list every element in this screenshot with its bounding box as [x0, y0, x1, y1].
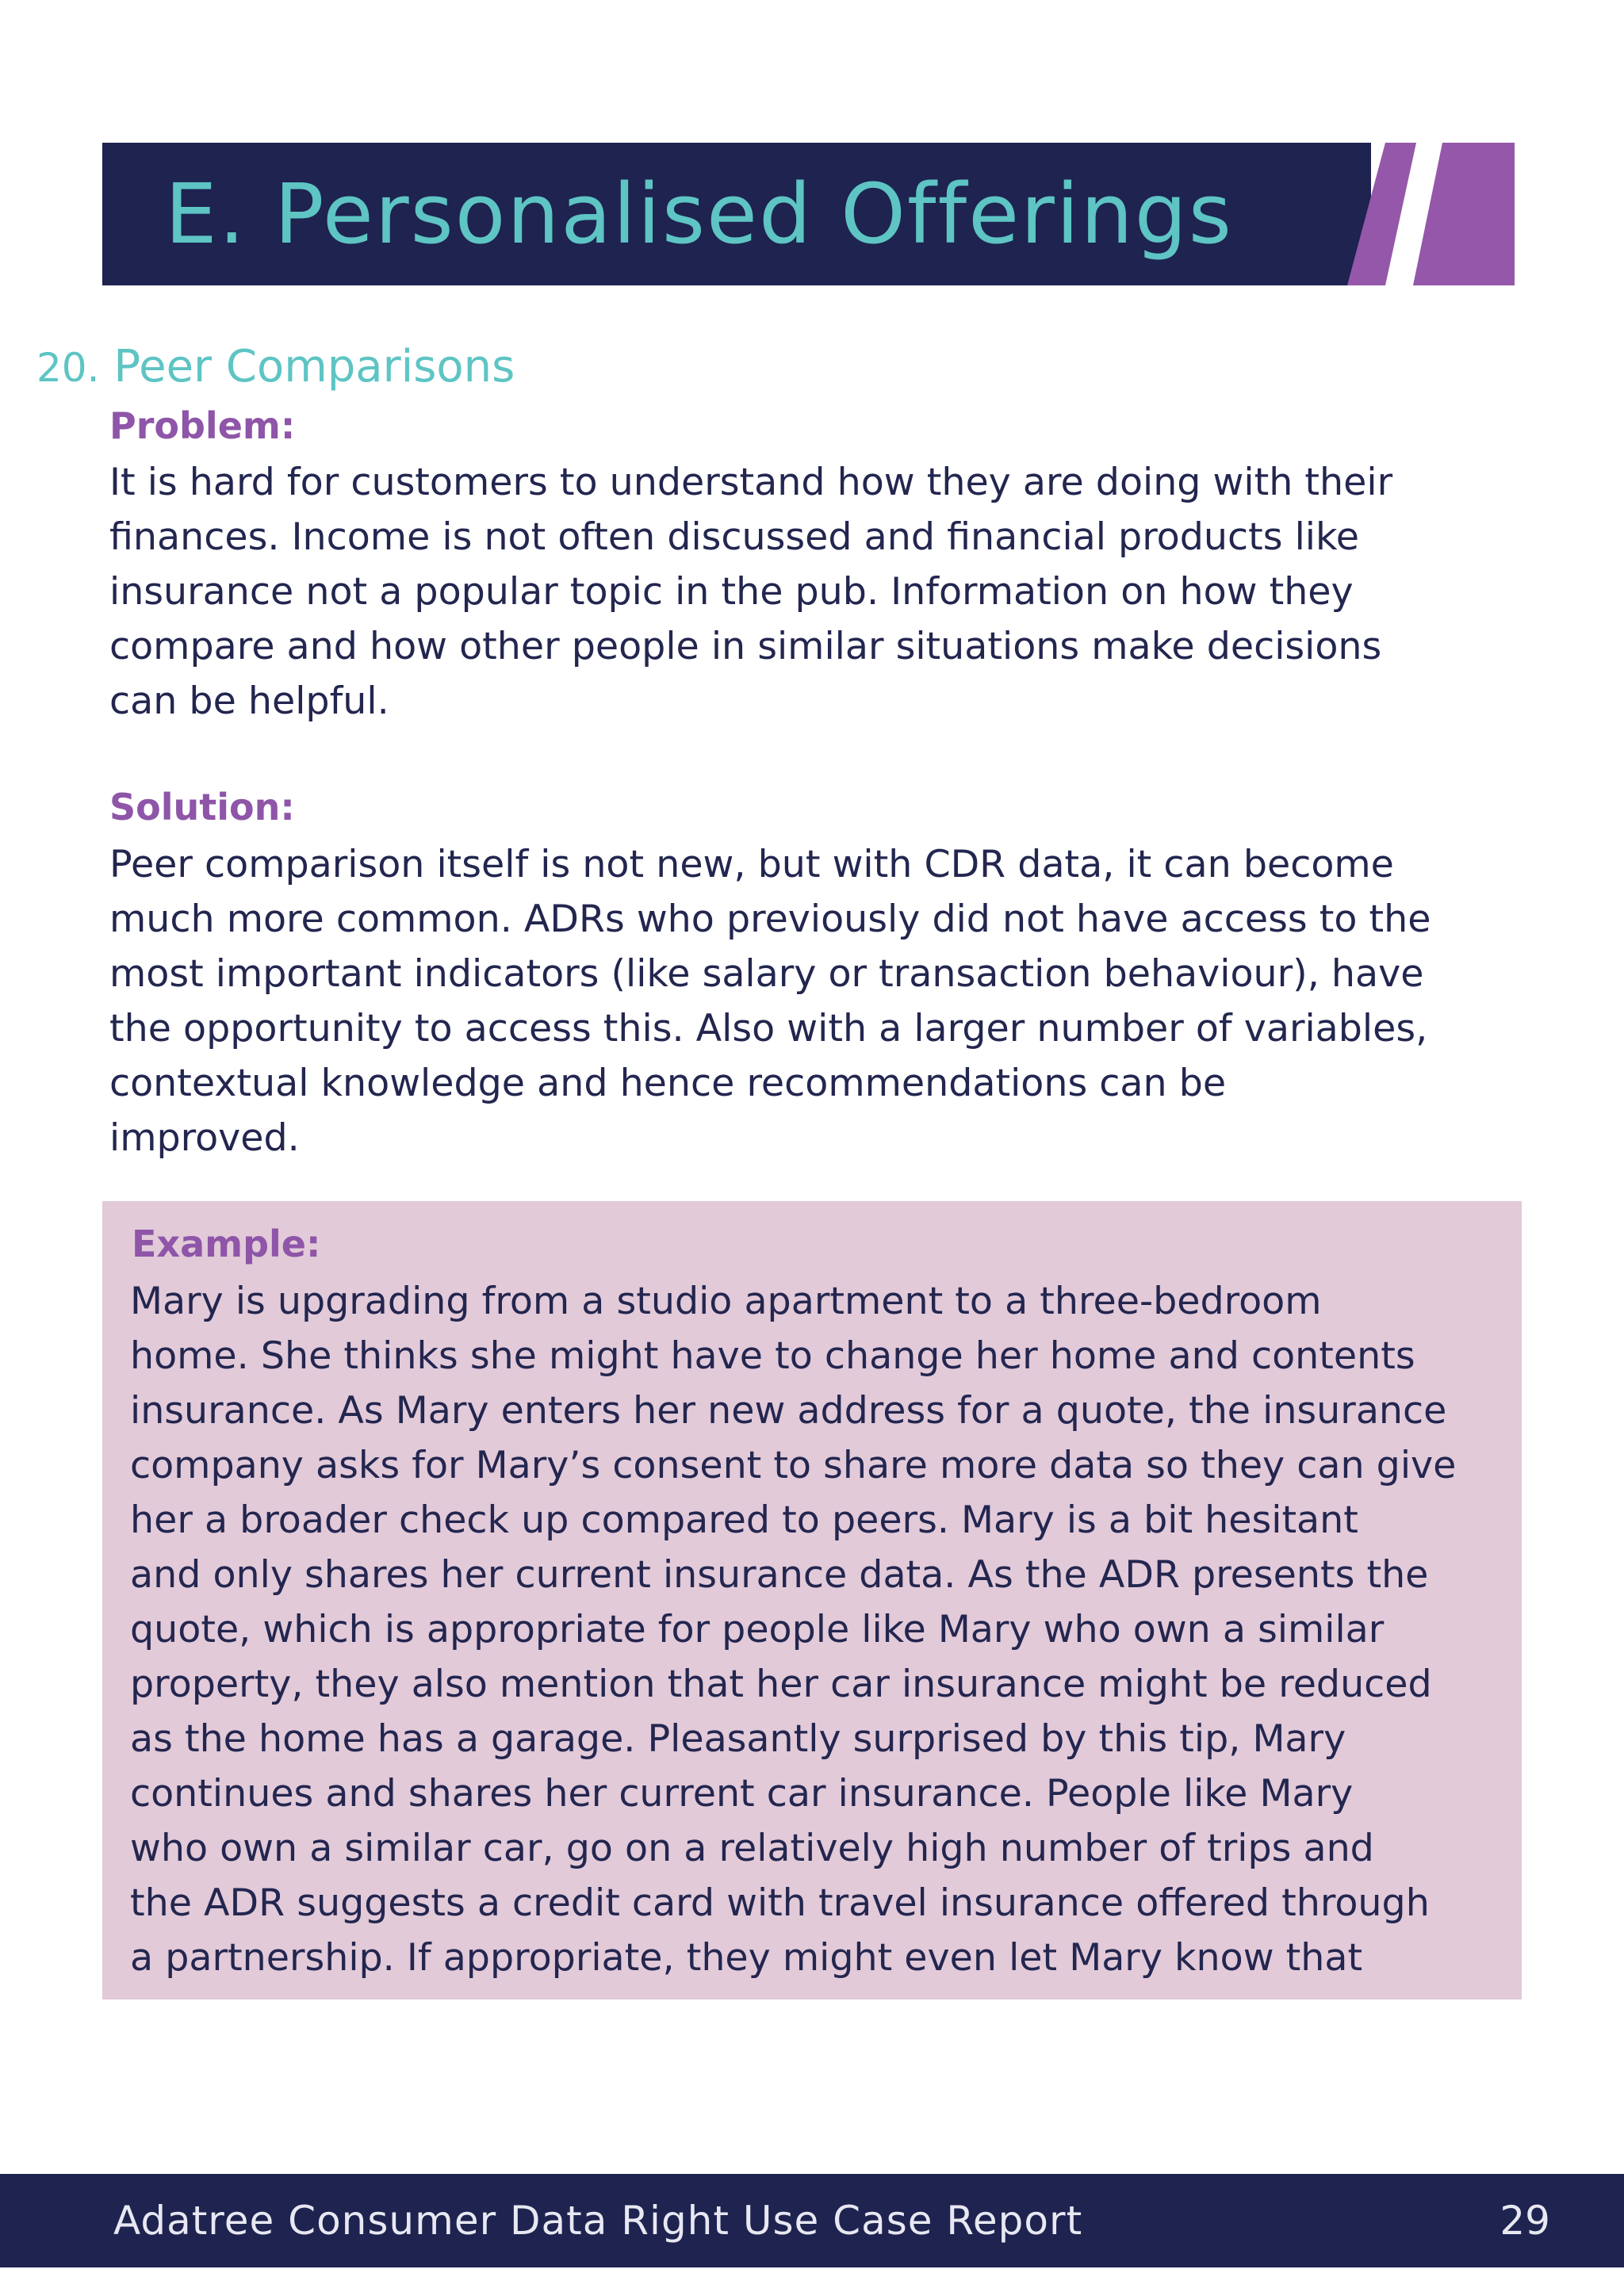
- solution-line: the opportunity to access this. Also with a larger number of variables,: [109, 1007, 1428, 1050]
- problem-line: finances. Income is not often discussed and financial products like: [109, 515, 1360, 559]
- example-line: insurance. As Mary enters her new address for a quote, the insurance: [130, 1389, 1447, 1433]
- problem-line: can be helpful.: [109, 679, 389, 723]
- solution-line: much more common. ADRs who previously did not have access to the: [109, 897, 1431, 941]
- page-title: E. Personalised Offerings: [165, 166, 1233, 262]
- solution-paragraph: [109, 837, 1537, 1165]
- example-line: continues and shares her current car insurance. People like Mary: [130, 1772, 1354, 1816]
- example-line: the ADR suggests a credit card with travel insurance offered through: [130, 1881, 1430, 1925]
- header-stripes-decoration: [1332, 143, 1515, 285]
- solution-line: Peer comparison itself is not new, but with CDR data, it can become: [109, 843, 1394, 886]
- problem-line: compare and how other people in similar situations make decisions: [109, 625, 1382, 668]
- example-paragraph: [130, 1274, 1518, 1985]
- section-number: 20.: [36, 345, 100, 391]
- footer-report-title: Adatree Consumer Data Right Use Case Report: [113, 2198, 1083, 2244]
- example-line: home. She thinks she might have to change her home and contents: [130, 1334, 1415, 1378]
- solution-line: contextual knowledge and hence recommendations can be: [109, 1062, 1227, 1105]
- problem-line: It is hard for customers to understand how they are doing with their: [109, 461, 1393, 504]
- section-heading: [36, 341, 515, 392]
- example-line: Mary is upgrading from a studio apartment to a three-bedroom: [130, 1280, 1322, 1323]
- example-line: as the home has a garage. Pleasantly surprised by this tip, Mary: [130, 1717, 1346, 1761]
- example-line: and only shares her current insurance data. As the ADR presents the: [130, 1553, 1429, 1597]
- example-line: a partnership. If appropriate, they might even let Mary know that: [130, 1936, 1363, 1980]
- example-line: company asks for Mary’s consent to share more data so they can give: [130, 1444, 1457, 1487]
- solution-line: most important indicators (like salary or transaction behaviour), have: [109, 952, 1424, 996]
- example-line: her a broader check up compared to peers. Mary is a bit hesitant: [130, 1498, 1358, 1542]
- problem-line: insurance not a popular topic in the pub. Information on how they: [109, 570, 1354, 614]
- example-line: quote, which is appropriate for people like Mary who own a similar: [130, 1608, 1385, 1651]
- example-label: Example:: [132, 1223, 321, 1265]
- page-number: 29: [1500, 2198, 1550, 2244]
- problem-label: Problem:: [109, 404, 296, 447]
- example-line: property, they also mention that her car insurance might be reduced: [130, 1663, 1432, 1706]
- solution-label: Solution:: [109, 786, 295, 828]
- problem-paragraph: [109, 455, 1537, 729]
- example-line: who own a similar car, go on a relatively high number of trips and: [130, 1827, 1374, 1870]
- header-stripe-2: [1413, 143, 1515, 285]
- solution-line: improved.: [109, 1116, 300, 1160]
- section-title: Peer Comparisons: [113, 341, 515, 392]
